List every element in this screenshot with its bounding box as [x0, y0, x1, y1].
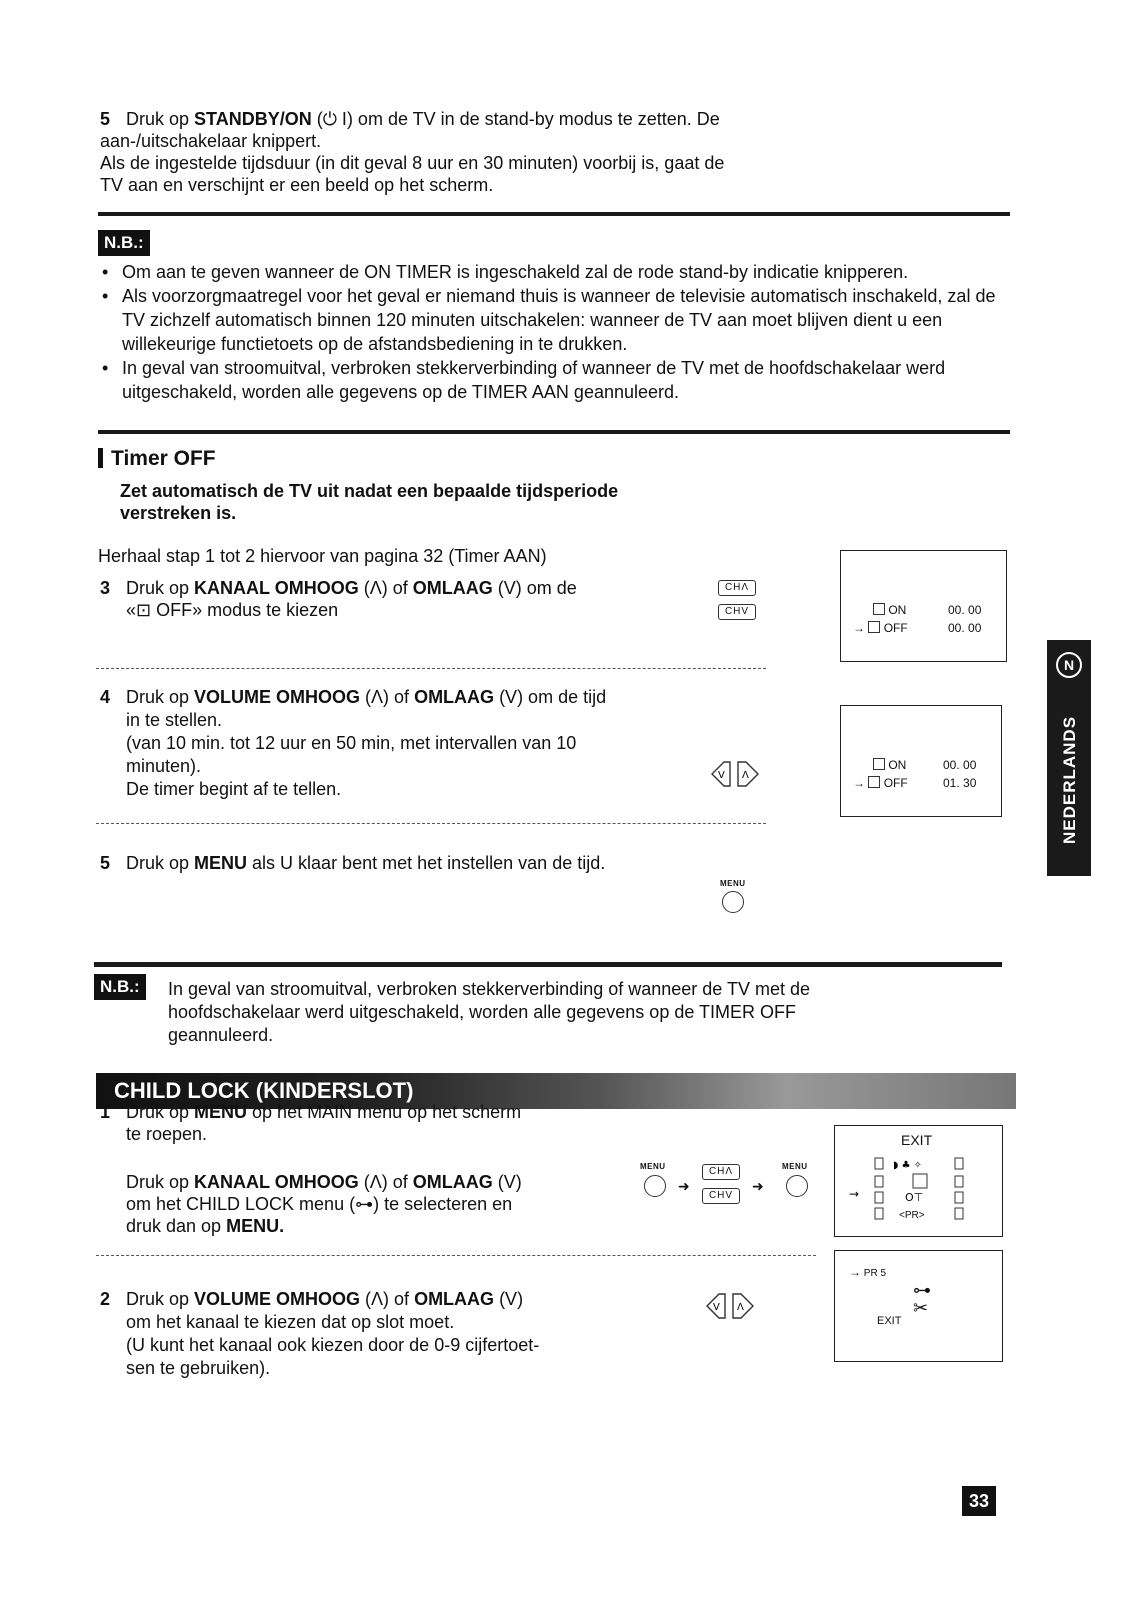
- timer-on-row: ON 00. 00: [873, 758, 998, 772]
- menu-button-label: MENU: [782, 1162, 808, 1171]
- channel-down-button[interactable]: CHV: [718, 604, 756, 620]
- page-number: 33: [962, 1486, 996, 1516]
- step-number: 4: [100, 687, 111, 707]
- timer-off-row: → OFF 01. 30: [853, 776, 977, 790]
- channel-up-button[interactable]: CHΛ: [702, 1164, 740, 1180]
- arrow-right-icon: →: [853, 621, 865, 635]
- nb-bullet-list: [100, 260, 1020, 404]
- language-letter-badge: N: [1056, 652, 1082, 678]
- section-title: CHILD LOCK (KINDERSLOT): [114, 1078, 414, 1103]
- menu-button[interactable]: [786, 1175, 808, 1197]
- intro-step5: 5 Druk op STANDBY/ON (⏻ I) om de TV in de stand-by modus te zetten. De aan-/uitschakelaar knippert. Als de ingestelde tijdsduur (in dit geval 8 uur en 30 minuten) voorbij is, gaat de TV aan en verschijnt er een beeld op het scherm.: [100, 109, 725, 195]
- heading-marker: [98, 448, 103, 468]
- timer-off-row: → OFF 00. 00: [853, 621, 982, 635]
- menu-button[interactable]: [644, 1175, 666, 1197]
- arrow-right-icon: →: [853, 776, 865, 790]
- divider: [96, 668, 766, 669]
- svg-text:Λ: Λ: [742, 770, 749, 781]
- tv-screen-child-lock: [834, 1250, 1003, 1362]
- svg-text:V: V: [713, 1302, 720, 1313]
- svg-text:◗ ♣ ✧: ◗ ♣ ✧: [893, 1160, 922, 1171]
- arrow-right-icon: ➜: [678, 1178, 690, 1194]
- lock-scissors-icon: ⊶ ✂: [913, 1280, 931, 1318]
- nb-label: N.B.:: [98, 230, 150, 256]
- svg-text:→: →: [849, 1187, 860, 1201]
- divider: [96, 1255, 816, 1256]
- pr-row: → PR 5: [849, 1265, 887, 1279]
- volume-buttons[interactable]: [703, 1290, 757, 1327]
- divider: [94, 962, 1002, 967]
- volume-down-up-icon[interactable]: [703, 1290, 757, 1322]
- channel-down-button[interactable]: CHV: [702, 1188, 740, 1204]
- child-lock-step2-text: Druk op VOLUME OMHOOG (Λ) of OMLAAG (V) om het kanaal te kiezen dat op slot moet. (U kunt het kanaal ook kiezen door de 0-9 cijfertoet- sen te gebruiken).: [126, 1289, 540, 1378]
- timer-off-icon: [868, 776, 880, 788]
- volume-down-up-icon[interactable]: [708, 758, 762, 790]
- step-number: 5: [100, 109, 111, 129]
- menu-button[interactable]: [722, 891, 744, 913]
- arrow-right-icon: →: [849, 1265, 861, 1279]
- pr-label: <PR>: [899, 1210, 925, 1221]
- exit-label: EXIT: [901, 1132, 933, 1148]
- step-number: 3: [100, 578, 111, 598]
- nb-label: N.B.:: [94, 974, 146, 1000]
- menu-button-label: MENU: [720, 879, 746, 888]
- step-number: 5: [100, 853, 111, 873]
- step5-text: Druk op MENU als U klaar bent met het instellen van de tijd.: [126, 853, 606, 873]
- child-lock-step1-text: Druk op MENU op het MAIN menu op het scherm te roepen.: [126, 1102, 522, 1144]
- list-item: • Om aan te geven wanneer de ON TIMER is ingeschakeld zal de rode stand-by indicatie knipperen.: [100, 260, 1020, 284]
- language-side-tab: [1047, 640, 1091, 876]
- child-lock-step1-detail: Druk op KANAAL OMHOOG (Λ) of OMLAAG (V) om het CHILD LOCK menu (⊶) te selecteren en druk dan op MENU.: [126, 1172, 522, 1236]
- step-number: 1: [100, 1102, 111, 1122]
- nb-note: In geval van stroomuitval, verbroken stekkerverbinding of wanneer de TV met de hoofdschakelaar werd uitgeschakeld, worden alle gegevens op de TIMER OFF geannuleerd.: [168, 979, 811, 1045]
- volume-buttons[interactable]: [708, 758, 762, 795]
- tv-screen-timer-off-1: [840, 550, 1007, 662]
- step4-text: Druk op VOLUME OMHOOG (Λ) of OMLAAG (V) om de tijd in te stellen. (van 10 min. tot 12 uur en 50 min, met intervallen van 10 minuten). De timer begint af te tellen.: [126, 687, 607, 799]
- timer-on-icon: [873, 603, 885, 615]
- menu-button-label: MENU: [640, 1162, 666, 1171]
- channel-up-button[interactable]: CHΛ: [718, 580, 756, 596]
- svg-text:Λ: Λ: [737, 1302, 744, 1313]
- section-subheading: Zet automatisch de TV uit nadat een bepaalde tijdsperiode verstreken is.: [120, 481, 619, 523]
- svg-text:V: V: [718, 770, 725, 781]
- language-label: NEDERLANDS: [1060, 715, 1079, 845]
- list-item: • In geval van stroomuitval, verbroken stekkerverbinding of wanneer de TV met de hoofdschakelaar werd uitgeschakeld, worden alle gegevens op de TIMER AAN geannuleerd.: [100, 356, 1020, 404]
- repeat-instruction: Herhaal stap 1 tot 2 hiervoor van pagina 32 (Timer AAN): [98, 546, 547, 566]
- timer-on-row: ON 00. 00: [873, 603, 1003, 617]
- timer-on-icon: [873, 758, 885, 770]
- exit-label: EXIT: [877, 1315, 902, 1327]
- tv-screen-main-menu: [834, 1125, 1003, 1237]
- step3-text: Druk op KANAAL OMHOOG (Λ) of OMLAAG (V) om de «⊡ OFF» modus te kiezen: [126, 578, 577, 620]
- section-heading: Timer OFF: [98, 447, 216, 471]
- divider: [98, 430, 1010, 434]
- timer-off-icon: [868, 621, 880, 633]
- list-item: • Als voorzorgmaatregel voor het geval er niemand thuis is wanneer de televisie automatisch inschakeld, zal de TV zichzelf automatisch binnen 120 minuten uitschakelen: wanneer de TV aan moet blijven dient u een willekeurige functietoets op de afstandsbediening in te drukken.: [100, 284, 1020, 356]
- divider: [98, 212, 1010, 216]
- divider: [96, 823, 766, 824]
- arrow-right-icon: ➜: [752, 1178, 764, 1194]
- tv-screen-timer-off-2: [840, 705, 1002, 817]
- step-number: 2: [100, 1289, 111, 1309]
- svg-text:O⊤: O⊤: [905, 1191, 924, 1204]
